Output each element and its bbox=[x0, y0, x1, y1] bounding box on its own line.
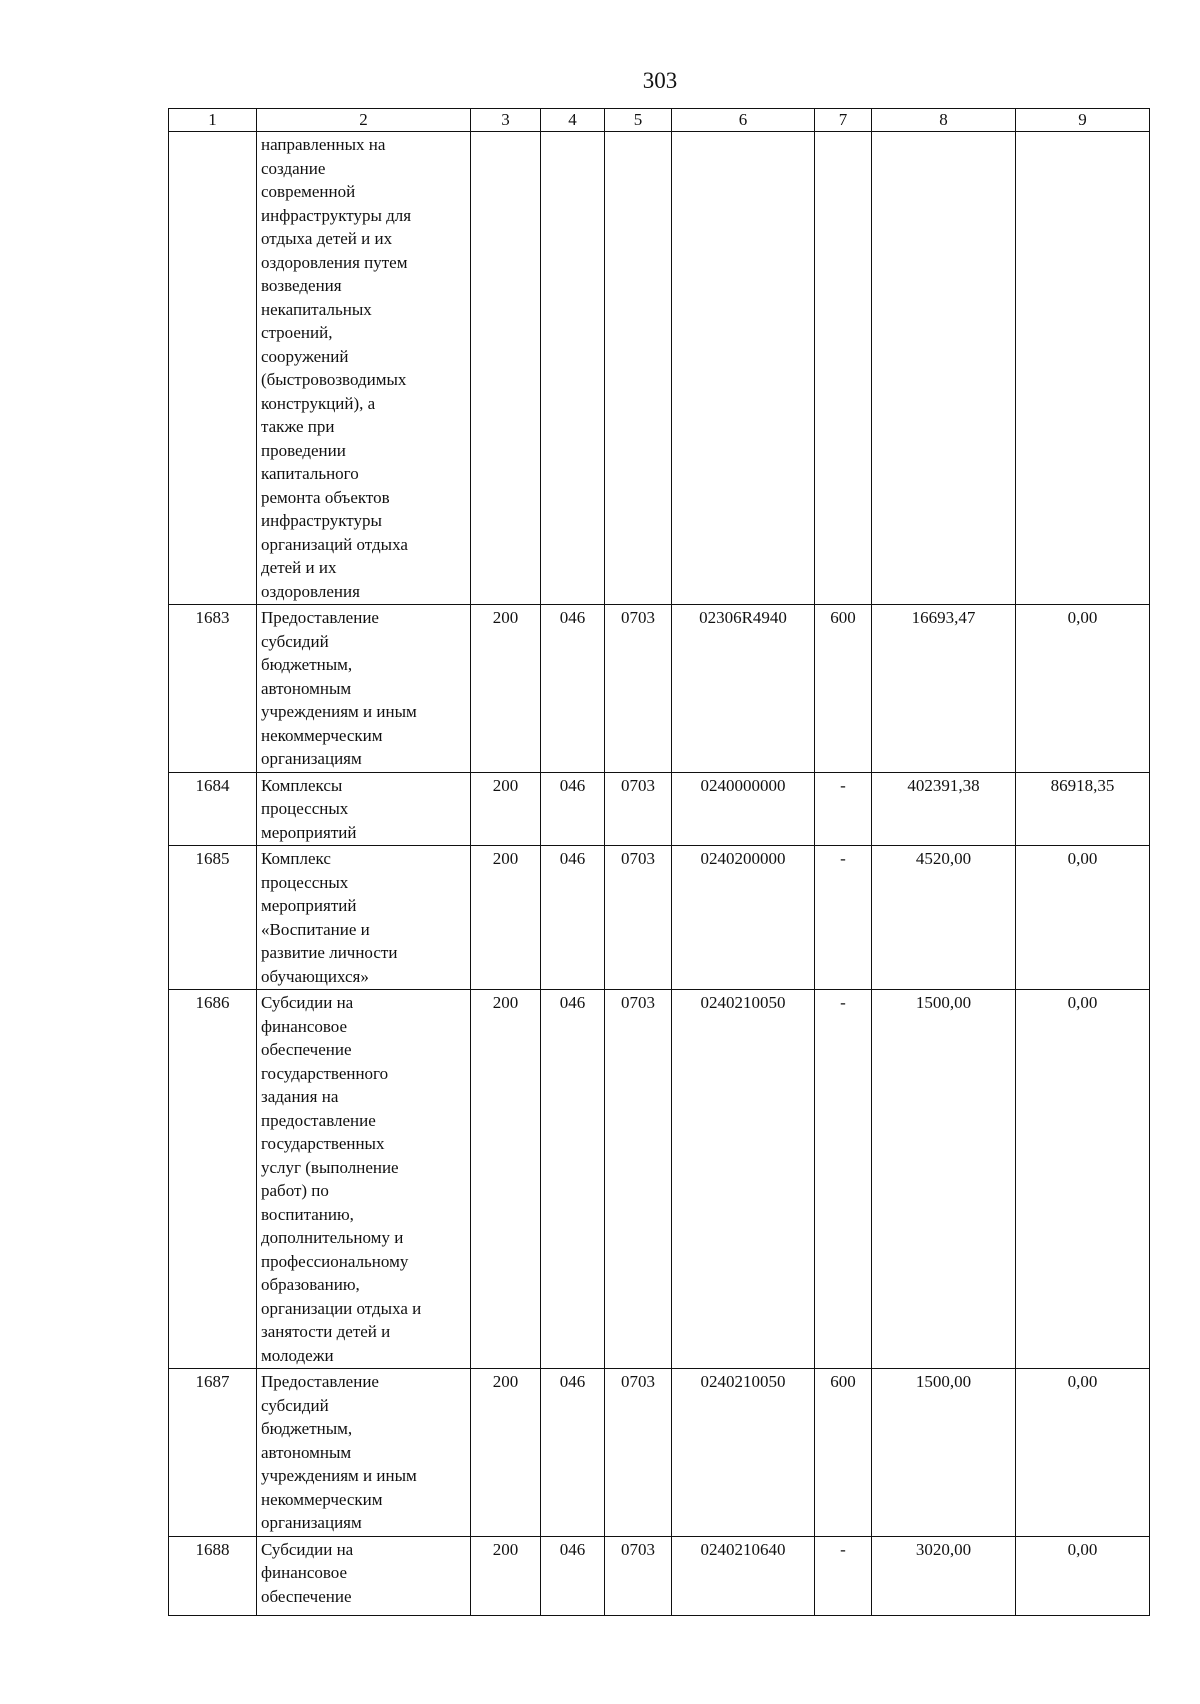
budget-table bbox=[168, 108, 1150, 1616]
column-header: 9 bbox=[1016, 109, 1150, 132]
cell-code-4: 046 bbox=[541, 1369, 605, 1537]
row-number: 1683 bbox=[169, 605, 257, 773]
row-name: Предоставление субсидий бюджетным, автономным учреждениям и иным некоммерческим организациям bbox=[257, 1369, 471, 1537]
row-name: Комплекс процессных мероприятий «Воспитание и развитие личности обучающихся» bbox=[257, 846, 471, 990]
cell-amount-9: 0,00 bbox=[1016, 990, 1150, 1369]
cell-code-5: 0703 bbox=[605, 846, 672, 990]
cell-amount-8: 1500,00 bbox=[872, 990, 1016, 1369]
column-header: 3 bbox=[471, 109, 541, 132]
column-header: 6 bbox=[672, 109, 815, 132]
cell-code-7 bbox=[815, 132, 872, 605]
cell-code-3: 200 bbox=[471, 772, 541, 846]
table-row bbox=[169, 132, 1150, 605]
cell-amount-9: 86918,35 bbox=[1016, 772, 1150, 846]
cell-code-6: 0240210640 bbox=[672, 1536, 815, 1615]
cell-code-7: - bbox=[815, 990, 872, 1369]
table-row bbox=[169, 990, 1150, 1369]
cell-code-4: 046 bbox=[541, 772, 605, 846]
cell-code-4: 046 bbox=[541, 1536, 605, 1615]
column-header: 2 bbox=[257, 109, 471, 132]
row-number: 1685 bbox=[169, 846, 257, 990]
cell-amount-9: 0,00 bbox=[1016, 605, 1150, 773]
cell-amount-9 bbox=[1016, 132, 1150, 605]
cell-code-5: 0703 bbox=[605, 990, 672, 1369]
cell-code-7: 600 bbox=[815, 1369, 872, 1537]
table-row bbox=[169, 1536, 1150, 1615]
row-number: 1686 bbox=[169, 990, 257, 1369]
cell-code-6: 02306R4940 bbox=[672, 605, 815, 773]
cell-amount-8: 1500,00 bbox=[872, 1369, 1016, 1537]
row-number: 1684 bbox=[169, 772, 257, 846]
cell-code-7: - bbox=[815, 846, 872, 990]
cell-code-5 bbox=[605, 132, 672, 605]
table-row bbox=[169, 1369, 1150, 1537]
cell-code-6: 0240200000 bbox=[672, 846, 815, 990]
cell-code-4: 046 bbox=[541, 990, 605, 1369]
row-number: 1687 bbox=[169, 1369, 257, 1537]
cell-amount-9: 0,00 bbox=[1016, 1536, 1150, 1615]
cell-code-7: - bbox=[815, 1536, 872, 1615]
column-header: 5 bbox=[605, 109, 672, 132]
cell-code-5: 0703 bbox=[605, 1369, 672, 1537]
row-name: Предоставление субсидий бюджетным, автономным учреждениям и иным некоммерческим организациям bbox=[257, 605, 471, 773]
cell-code-6 bbox=[672, 132, 815, 605]
row-name: направленных на создание современной инфраструктуры для отдыха детей и их оздоровления путем возведения некапитальных строений, сооружений (быстровозводимых конструкций), а также при проведении капитального ремонта объектов инфраструктуры организаций отдыха детей и их оздоровления bbox=[257, 132, 471, 605]
column-header: 1 bbox=[169, 109, 257, 132]
cell-code-3: 200 bbox=[471, 605, 541, 773]
cell-amount-8 bbox=[872, 132, 1016, 605]
cell-code-5: 0703 bbox=[605, 1536, 672, 1615]
row-name: Субсидии на финансовое обеспечение bbox=[257, 1536, 471, 1615]
cell-amount-9: 0,00 bbox=[1016, 846, 1150, 990]
cell-amount-8: 4520,00 bbox=[872, 846, 1016, 990]
cell-code-3: 200 bbox=[471, 1536, 541, 1615]
cell-code-6: 0240210050 bbox=[672, 1369, 815, 1537]
cell-code-6: 0240210050 bbox=[672, 990, 815, 1369]
column-header: 7 bbox=[815, 109, 872, 132]
cell-code-7: 600 bbox=[815, 605, 872, 773]
cell-code-4 bbox=[541, 132, 605, 605]
cell-code-6: 0240000000 bbox=[672, 772, 815, 846]
row-name: Комплексы процессных мероприятий bbox=[257, 772, 471, 846]
cell-code-3: 200 bbox=[471, 1369, 541, 1537]
cell-amount-9: 0,00 bbox=[1016, 1369, 1150, 1537]
column-header: 8 bbox=[872, 109, 1016, 132]
table-row bbox=[169, 772, 1150, 846]
cell-amount-8: 402391,38 bbox=[872, 772, 1016, 846]
table-row bbox=[169, 846, 1150, 990]
cell-code-3 bbox=[471, 132, 541, 605]
cell-code-4: 046 bbox=[541, 846, 605, 990]
column-header: 4 bbox=[541, 109, 605, 132]
cell-code-3: 200 bbox=[471, 990, 541, 1369]
row-number: 1688 bbox=[169, 1536, 257, 1615]
cell-code-3: 200 bbox=[471, 846, 541, 990]
cell-code-7: - bbox=[815, 772, 872, 846]
row-number bbox=[169, 132, 257, 605]
cell-code-5: 0703 bbox=[605, 772, 672, 846]
cell-code-4: 046 bbox=[541, 605, 605, 773]
row-name: Субсидии на финансовое обеспечение государственного задания на предоставление государственных услуг (выполнение работ) по воспитанию, дополнительному и профессиональному образованию, организации отдыха и занятости детей и молодежи bbox=[257, 990, 471, 1369]
cell-code-5: 0703 bbox=[605, 605, 672, 773]
column-number-header bbox=[169, 109, 1150, 132]
page-number: 303 bbox=[642, 68, 678, 93]
table-row bbox=[169, 605, 1150, 773]
cell-amount-8: 3020,00 bbox=[872, 1536, 1016, 1615]
cell-amount-8: 16693,47 bbox=[872, 605, 1016, 773]
